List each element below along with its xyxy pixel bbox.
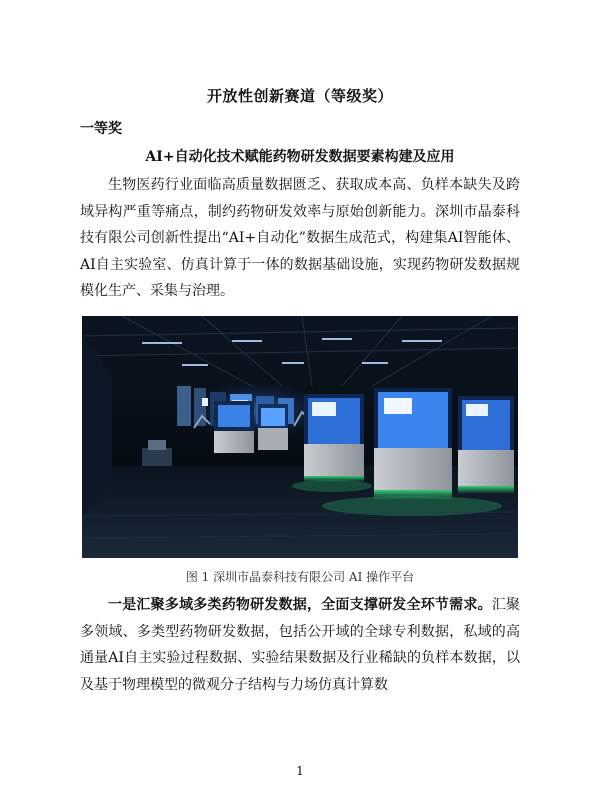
page-number: 1 <box>296 764 304 778</box>
figure-caption: 图 1 深圳市晶泰科技有限公司 AI 操作平台 <box>185 570 415 584</box>
page-title: 开放性创新赛道（等级奖） <box>206 87 393 105</box>
body-paragraph <box>80 592 520 698</box>
paragraph-body-text: 汇聚多领域、多类型药物研发数据，包括公开域的全球专利数据，私域的高通量AI自主实验过程数据、实验结果数据及行业稀缺的负样本数据，以及基于物理模型的微观分子结构与力场仿真计算数 <box>80 597 521 693</box>
article-title: AI+自动化技术赋能药物研发数据要素构建及应用 <box>145 149 455 165</box>
award-level-heading: 一等奖 <box>80 121 122 137</box>
intro-paragraph: 生物医药行业面临高质量数据匮乏、获取成本高、负样本缺失及跨域异构严重等痛点，制约药物研发效率与原始创新能力。深圳市晶泰科技有限公司创新性提出“AI+自动化”数据生成范式，构建集AI智能体、AI自主实验室、仿真计算于一体的数据基础设施，实现药物研发数据规模化生产、采集与治理。 <box>80 177 520 299</box>
paragraph-lead-sentence: 一是汇聚多域多类药物研发数据，全面支撑研发全环节需求。 <box>108 597 492 613</box>
lab-platform-photo <box>82 316 518 558</box>
